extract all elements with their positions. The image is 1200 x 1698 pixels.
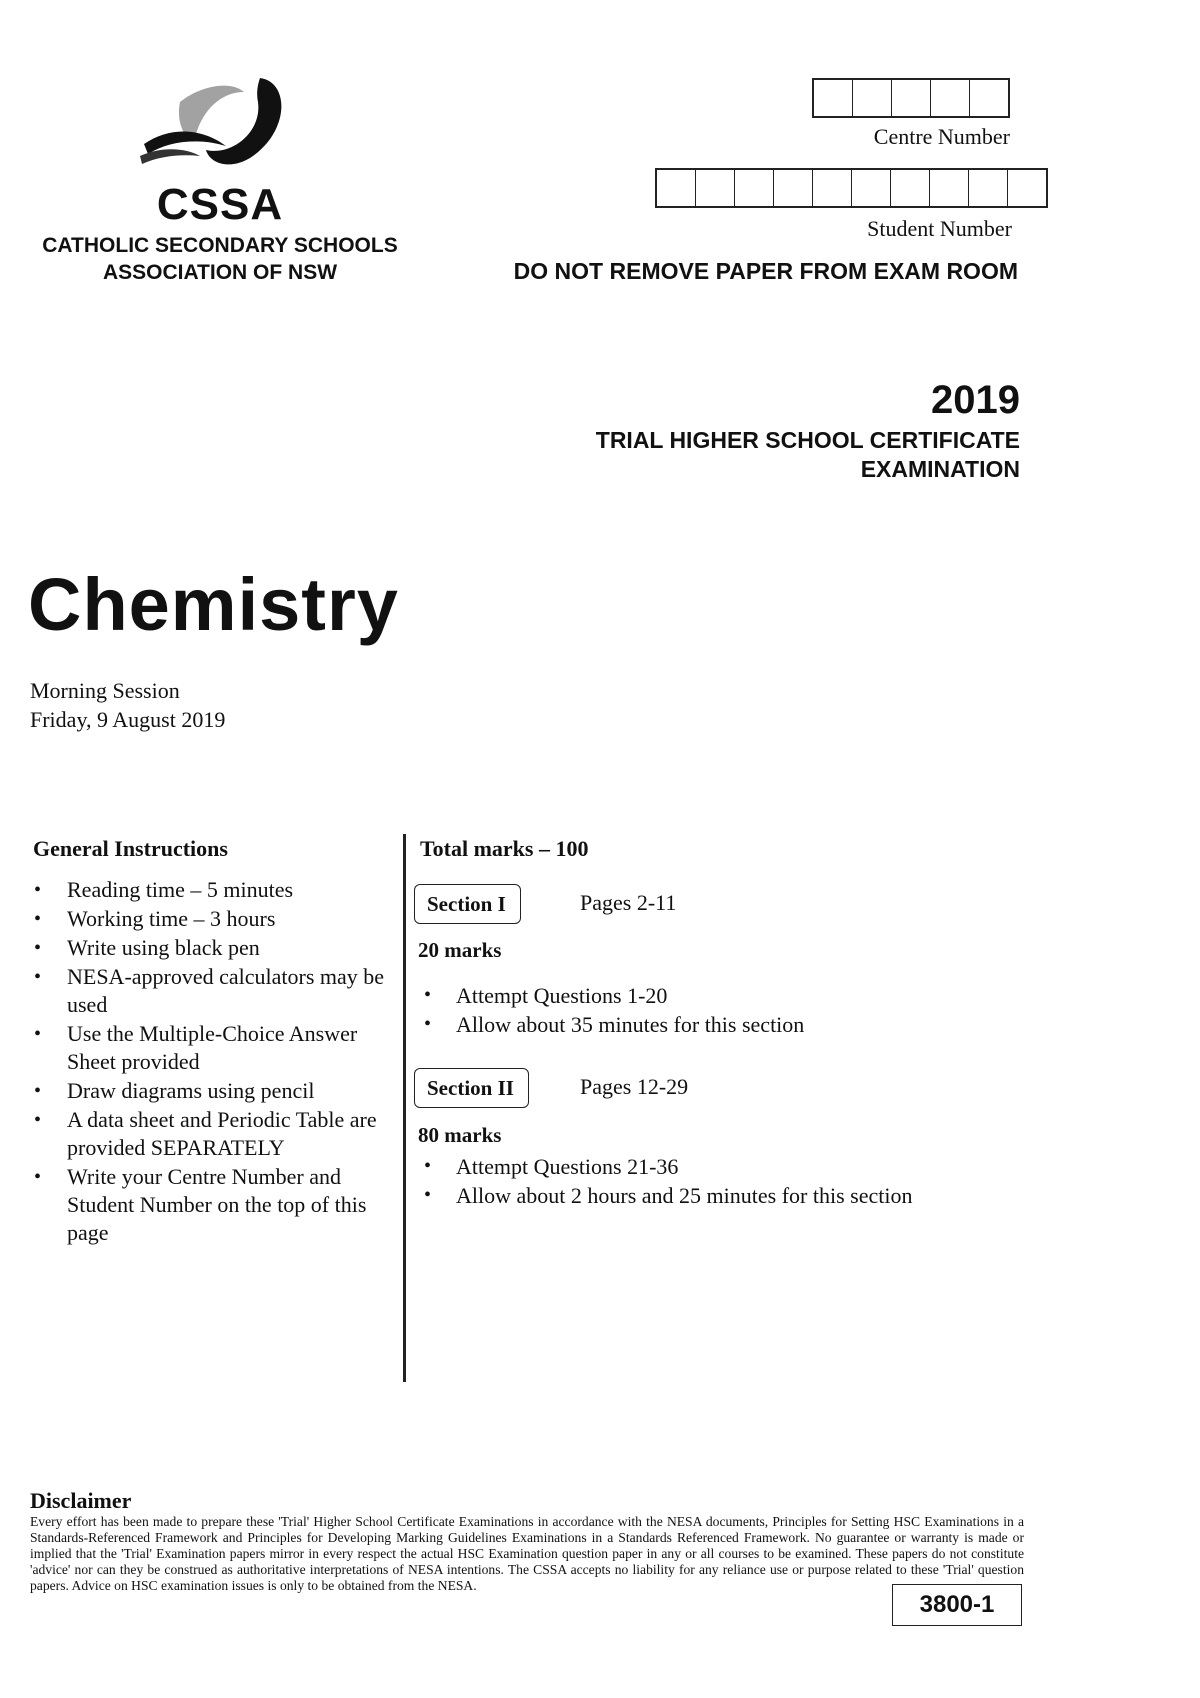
student-number-cell[interactable] <box>891 170 930 206</box>
section-1-marks: 20 marks <box>418 938 502 962</box>
student-number-cell[interactable] <box>774 170 813 206</box>
centre-number-cell[interactable] <box>892 80 931 116</box>
disclaimer-heading: Disclaimer <box>30 1488 132 1513</box>
section-2-label: Section II <box>414 1068 529 1108</box>
paper-code: 3800-1 <box>892 1584 1022 1626</box>
instruction-item: • Working time – 3 hours <box>30 905 400 933</box>
student-number-cell[interactable] <box>930 170 969 206</box>
section-2-marks: 80 marks <box>418 1123 502 1147</box>
instruction-item: • NESA-approved calculators may be used <box>30 963 400 1019</box>
student-number-cell[interactable] <box>696 170 735 206</box>
section-1-label: Section I <box>414 884 521 924</box>
student-number-cell[interactable] <box>657 170 696 206</box>
section-2-item: • Allow about 2 hours and 25 minutes for this section <box>420 1181 1040 1210</box>
centre-number-boxes[interactable] <box>812 78 1010 118</box>
disclaimer-text: Every effort has been made to prepare these 'Trial' Higher School Certificate Examinations in accordance with the NESA documents, Principles for Setting HSC Examinations in a Standards-Referenced Framework and Principles for Developing Marking Guidelines Examinations in a Standards Referenced Framework. No guarantee or warranty is made or implied that the 'Trial' Examination papers mirror in every respect the actual HSC Examination question paper in any or all courses to be examined. These papers do not constitute 'advice' nor can they be construed as authoritative interpretations of NESA intentions. The CSSA accepts no liability for any reliance use or purpose related to these 'Trial' question papers. Advice on HSC examination issues is only to be obtained from the NESA. <box>30 1514 1024 1593</box>
logo-text: CSSA <box>156 180 284 229</box>
column-divider <box>403 834 406 1382</box>
instruction-item: • Reading time – 5 minutes <box>30 876 400 904</box>
total-marks-heading: Total marks – 100 <box>420 836 589 861</box>
general-instructions-list <box>30 876 400 1248</box>
centre-number-cell[interactable] <box>853 80 892 116</box>
student-number-cell[interactable] <box>813 170 852 206</box>
student-number-cell[interactable] <box>969 170 1008 206</box>
instruction-item: • A data sheet and Periodic Table are provided SEPARATELY <box>30 1106 400 1162</box>
session-name: Morning Session <box>30 678 180 703</box>
exam-title <box>500 426 1020 484</box>
section-2-item: • Attempt Questions 21-36 <box>420 1152 1040 1181</box>
centre-number-cell[interactable] <box>970 80 1008 116</box>
organisation-name <box>20 232 420 286</box>
student-number-boxes[interactable] <box>655 168 1048 208</box>
section-2-instructions <box>420 1152 1040 1210</box>
org-name-line1: CATHOLIC SECONDARY SCHOOLS <box>42 234 398 257</box>
subject-title: Chemistry <box>28 563 399 646</box>
student-number-label: Student Number <box>867 216 1012 241</box>
student-number-cell[interactable] <box>735 170 774 206</box>
org-name-line2: ASSOCIATION OF NSW <box>102 261 338 284</box>
section-1-pages: Pages 2-11 <box>580 890 677 915</box>
exam-title-line1: TRIAL HIGHER SCHOOL CERTIFICATE <box>595 427 1020 453</box>
do-not-remove-notice: DO NOT REMOVE PAPER FROM EXAM ROOM <box>513 258 1018 284</box>
instruction-item: • Write your Centre Number and Student Number on the top of this page <box>30 1163 400 1247</box>
instruction-item: • Draw diagrams using pencil <box>30 1077 400 1105</box>
instruction-item: • Use the Multiple-Choice Answer Sheet provided <box>30 1020 400 1076</box>
cssa-logo-icon <box>140 72 300 192</box>
student-number-cell[interactable] <box>852 170 891 206</box>
exam-date: Friday, 9 August 2019 <box>30 707 226 732</box>
student-number-cell[interactable] <box>1008 170 1046 206</box>
centre-number-label: Centre Number <box>873 124 1010 149</box>
session-info <box>30 676 225 734</box>
centre-number-cell[interactable] <box>814 80 853 116</box>
section-1-item: • Attempt Questions 1-20 <box>420 981 1040 1010</box>
section-1-instructions <box>420 981 1040 1039</box>
section-1-item: • Allow about 35 minutes for this section <box>420 1010 1040 1039</box>
exam-year: 2019 <box>931 378 1020 422</box>
centre-number-cell[interactable] <box>931 80 970 116</box>
general-instructions-heading: General Instructions <box>33 836 228 861</box>
section-2-pages: Pages 12-29 <box>580 1074 689 1099</box>
exam-title-line2: EXAMINATION <box>860 456 1020 482</box>
instruction-item: • Write using black pen <box>30 934 400 962</box>
